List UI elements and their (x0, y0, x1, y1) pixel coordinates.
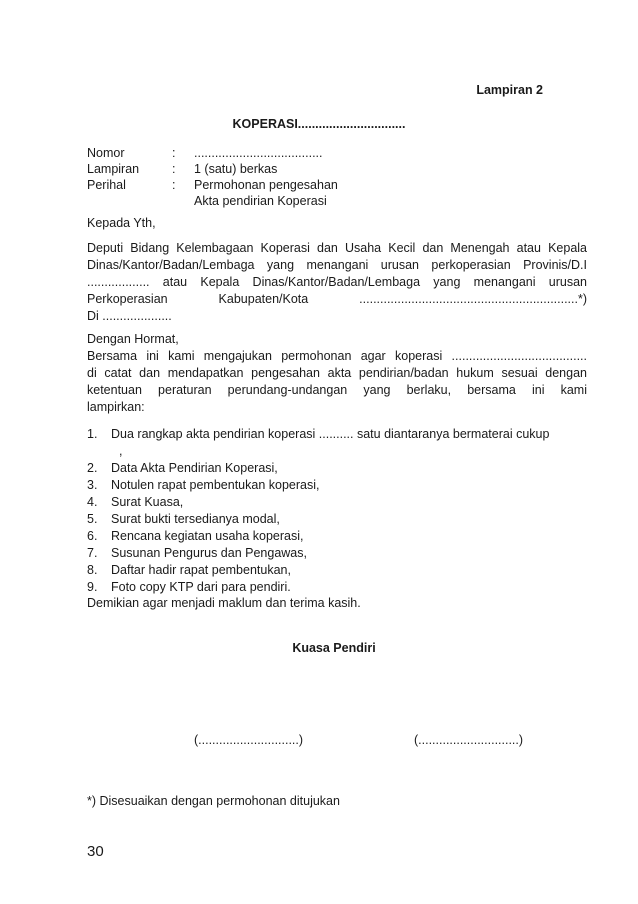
meta-colon: : (172, 162, 176, 176)
list-line: , (119, 444, 123, 458)
footnote: *) Disesuaikan dengan permohonan ditujukan (87, 794, 340, 808)
letter-meta (87, 145, 557, 209)
meta-colon: : (172, 146, 176, 160)
list-text: Data Akta Pendirian Koperasi, (111, 461, 278, 475)
list-text (111, 426, 587, 460)
list-number: 4. (87, 495, 98, 509)
list-text: Notulen rapat pembentukan koperasi, (111, 478, 320, 492)
list-number: 2. (87, 461, 98, 475)
list-item (87, 477, 587, 494)
closing-sentence: Demikian agar menjadi maklum dan terima kasih. (87, 596, 361, 610)
paragraph-line: di catat dan mendapatkan pengesahan akta pendirian/badan hukum sesuai dengan (87, 366, 587, 380)
list-item (87, 494, 587, 511)
list-item (87, 460, 587, 477)
list-item (87, 511, 587, 528)
address-line: Deputi Bidang Kelembagaan Koperasi dan Usaha Kecil dan Menengah atau Kepala (87, 241, 587, 255)
meta-row-perihal (87, 177, 557, 193)
list-item (87, 579, 587, 596)
list-number: 8. (87, 563, 98, 577)
attachment-list (87, 426, 587, 596)
lampiran-label: Lampiran 2 (476, 83, 543, 97)
recipient-address (87, 240, 587, 325)
address-line: Perkoperasian Kabupaten/Kota ...............................................................*) (87, 292, 587, 306)
list-item (87, 426, 587, 460)
page-number: 30 (87, 843, 104, 860)
meta-value: Permohonan pengesahan (194, 178, 338, 192)
meta-label: Lampiran (87, 162, 140, 176)
list-number: 9. (87, 580, 98, 594)
greeting: Dengan Hormat, (87, 332, 179, 346)
list-item (87, 562, 587, 579)
list-text: Daftar hadir rapat pembentukan, (111, 563, 291, 577)
paragraph-line: ketentuan peraturan perundang-undangan yang berlaku, bersama ini kami (87, 383, 587, 397)
list-number: 1. (87, 427, 98, 441)
list-item (87, 545, 587, 562)
list-text: Surat bukti tersedianya modal, (111, 512, 280, 526)
meta-row-nomor (87, 145, 557, 161)
list-number: 5. (87, 512, 98, 526)
meta-label: Perihal (87, 178, 126, 192)
meta-label (87, 193, 172, 209)
signature-right: (.............................) (414, 733, 524, 747)
meta-value: 1 (satu) berkas (194, 162, 278, 176)
list-number: 3. (87, 478, 98, 492)
opening-paragraph (87, 348, 587, 416)
meta-colon (172, 193, 194, 209)
list-text: Susunan Pengurus dan Pengawas, (111, 546, 307, 560)
document-title: KOPERASI............................... (232, 117, 406, 131)
meta-colon: : (172, 178, 176, 192)
address-line: Dinas/Kantor/Badan/Lembaga yang menangani urusan perkoperasian Provinis/D.I (87, 258, 587, 272)
address-line: Di .................... (87, 309, 172, 323)
meta-value: ..................................... (194, 146, 323, 160)
list-text: Rencana kegiatan usaha koperasi, (111, 529, 304, 543)
signature-left: (.............................) (194, 733, 304, 747)
list-item (87, 528, 587, 545)
list-text: Foto copy KTP dari para pendiri. (111, 580, 291, 594)
meta-value: Akta pendirian Koperasi (194, 194, 327, 208)
meta-row-lampiran (87, 161, 557, 177)
meta-row-perihal-cont (87, 193, 557, 209)
list-line: Dua rangkap akta pendirian koperasi .......... satu diantaranya bermaterai cukup (111, 427, 550, 441)
list-number: 7. (87, 546, 98, 560)
meta-label: Nomor (87, 146, 125, 160)
paragraph-line: lampirkan: (87, 400, 145, 414)
paragraph-line: Bersama ini kami mengajukan permohonan agar koperasi ....................................... (87, 349, 587, 363)
address-line: .................. atau Kepala Dinas/Kantor/Badan/Lembaga yang menangani urusan (87, 275, 587, 289)
list-number: 6. (87, 529, 98, 543)
recipient-salutation: Kepada Yth, (87, 216, 156, 230)
list-text: Surat Kuasa, (111, 495, 184, 509)
signature-title: Kuasa Pendiri (292, 641, 376, 655)
